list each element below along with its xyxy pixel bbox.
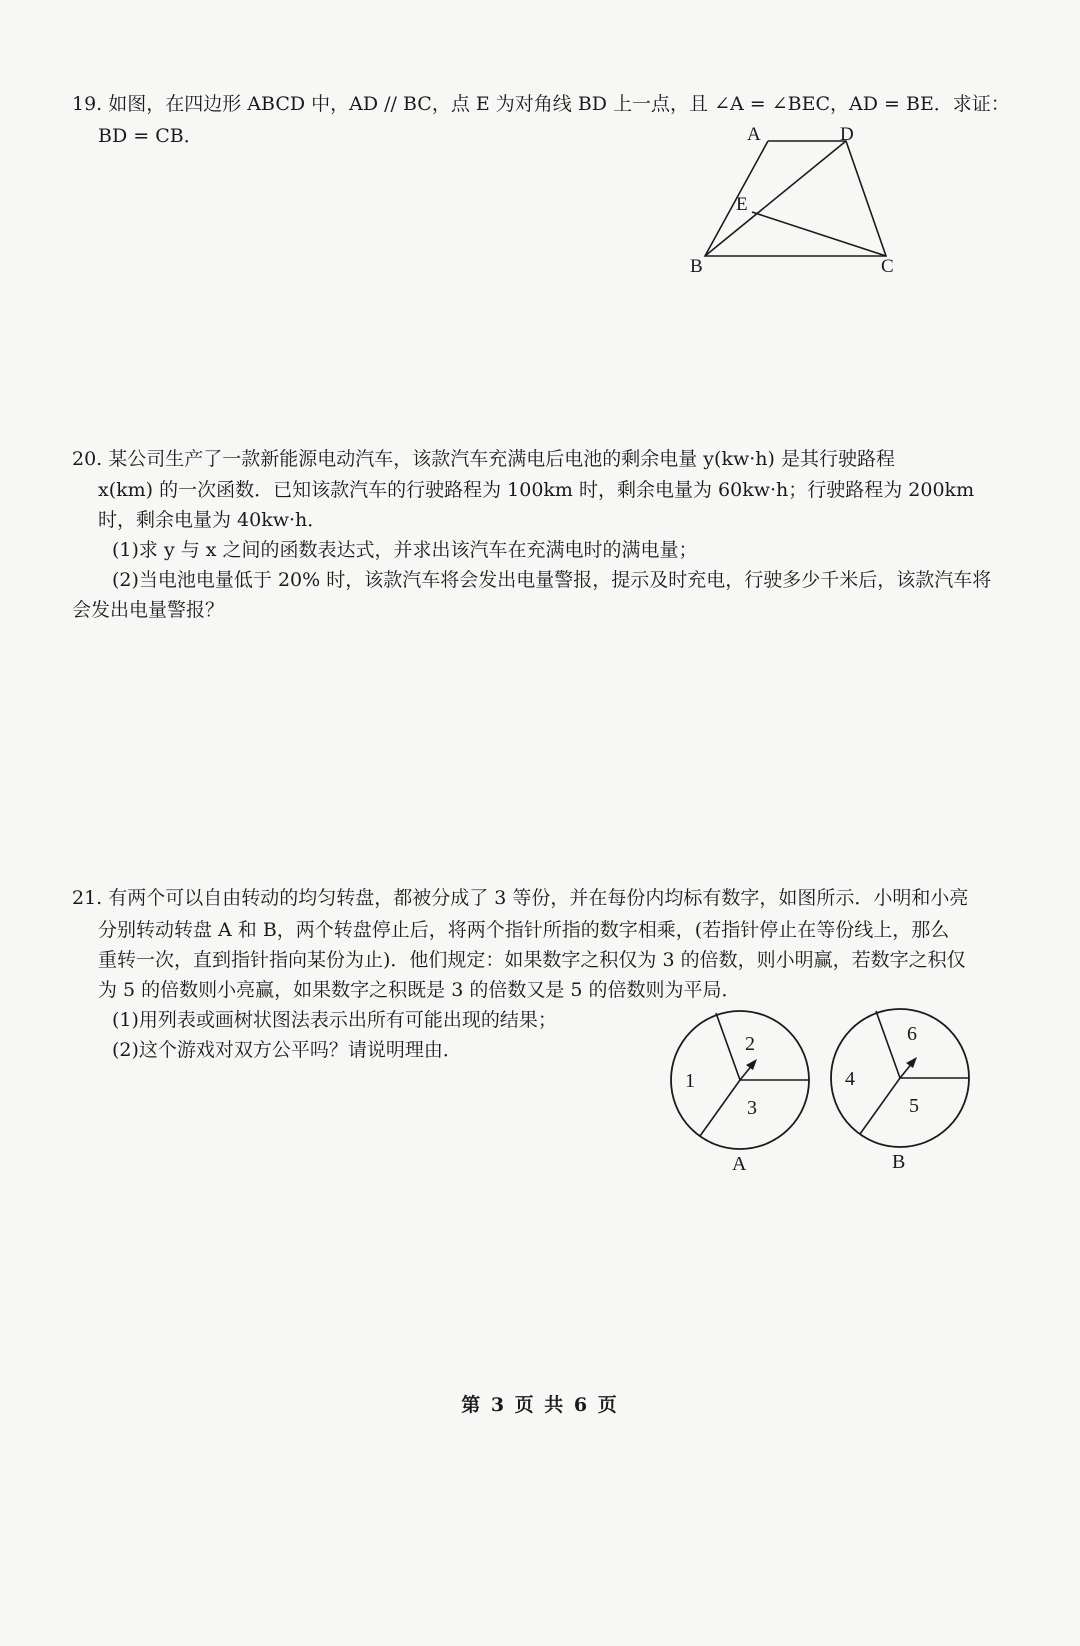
label-c: C [881, 256, 894, 277]
spinner-a-sector-1: 1 [685, 1070, 695, 1092]
q21-line-3: 重转一次，直到指针指向某份为止)．他们规定：如果数字之积仅为 3 的倍数，则小明赢，若数字之积仅 [98, 949, 966, 971]
q19-line-1: 19. 如图，在四边形 ABCD 中，AD // BC，点 E 为对角线 BD 上一点，且 ∠A = ∠BEC，AD = BE．求证： [72, 93, 1010, 115]
quadrilateral-figure [690, 120, 920, 280]
spinner-a-label: A [732, 1153, 747, 1175]
spinner-b-divider-1 [876, 1011, 900, 1078]
spinner-a-pointer-head [746, 1059, 757, 1070]
q20-sub-1: (1)求 y 与 x 之间的函数表达式，并求出该汽车在充满电时的满电量； [112, 539, 698, 561]
spinner-a-divider-1 [716, 1013, 740, 1080]
spinner-b-figure [820, 998, 980, 1178]
label-a: A [747, 124, 761, 145]
q21-sub-1: (1)用列表或画树状图法表示出所有可能出现的结果； [112, 1009, 557, 1031]
spinner-b-label: B [892, 1151, 906, 1173]
q20-sub-2b: 会发出电量警报？ [72, 599, 225, 621]
page-number-footer: 第 3 页 共 6 页 [461, 1394, 619, 1416]
segment-ec [752, 212, 886, 256]
label-d: D [840, 124, 854, 145]
spinner-a-sector-2: 2 [745, 1033, 755, 1055]
q19-line-2: BD = CB． [98, 125, 203, 147]
q21-sub-2: (2)这个游戏对双方公平吗？请说明理由． [112, 1039, 462, 1061]
spinner-b-pointer-head [906, 1057, 917, 1068]
q20-sub-2a: (2)当电池电量低于 20% 时，该款汽车将会发出电量警报，提示及时充电，行驶多少千米后，该款汽车将 [112, 569, 992, 591]
spinner-b-sector-5: 5 [909, 1095, 919, 1117]
spinner-b-sector-4: 4 [845, 1068, 855, 1090]
q20-line-2: x(km) 的一次函数．已知该款汽车的行驶路程为 100km 时，剩余电量为 60kw·h；行驶路程为 200km [98, 479, 975, 501]
spinner-a-figure [660, 1000, 820, 1180]
diagonal-bd [705, 141, 846, 256]
q20-line-3: 时，剩余电量为 40kw·h． [98, 509, 327, 531]
spinner-a-sector-3: 3 [747, 1097, 757, 1119]
q21-line-4: 为 5 的倍数则小亮赢，如果数字之积既是 3 的倍数又是 5 的倍数则为平局． [98, 979, 741, 1001]
q21-line-2: 分别转动转盘 A 和 B，两个转盘停止后，将两个指针所指的数字相乘，(若指针停止在等份线上，那么 [98, 919, 950, 941]
label-b: B [690, 256, 703, 277]
spinner-b-sector-6: 6 [907, 1023, 917, 1045]
spinner-a-divider-3 [700, 1080, 740, 1136]
spinner-b-divider-3 [860, 1078, 900, 1134]
q21-line-1: 21. 有两个可以自由转动的均匀转盘，都被分成了 3 等份，并在每份内均标有数字，如图所示．小明和小亮 [72, 887, 969, 909]
label-e: E [736, 194, 748, 215]
q20-line-1: 20. 某公司生产了一款新能源电动汽车，该款汽车充满电后电池的剩余电量 y(kw·h) 是其行驶路程 [72, 448, 895, 470]
quadrilateral-outline [705, 141, 886, 256]
